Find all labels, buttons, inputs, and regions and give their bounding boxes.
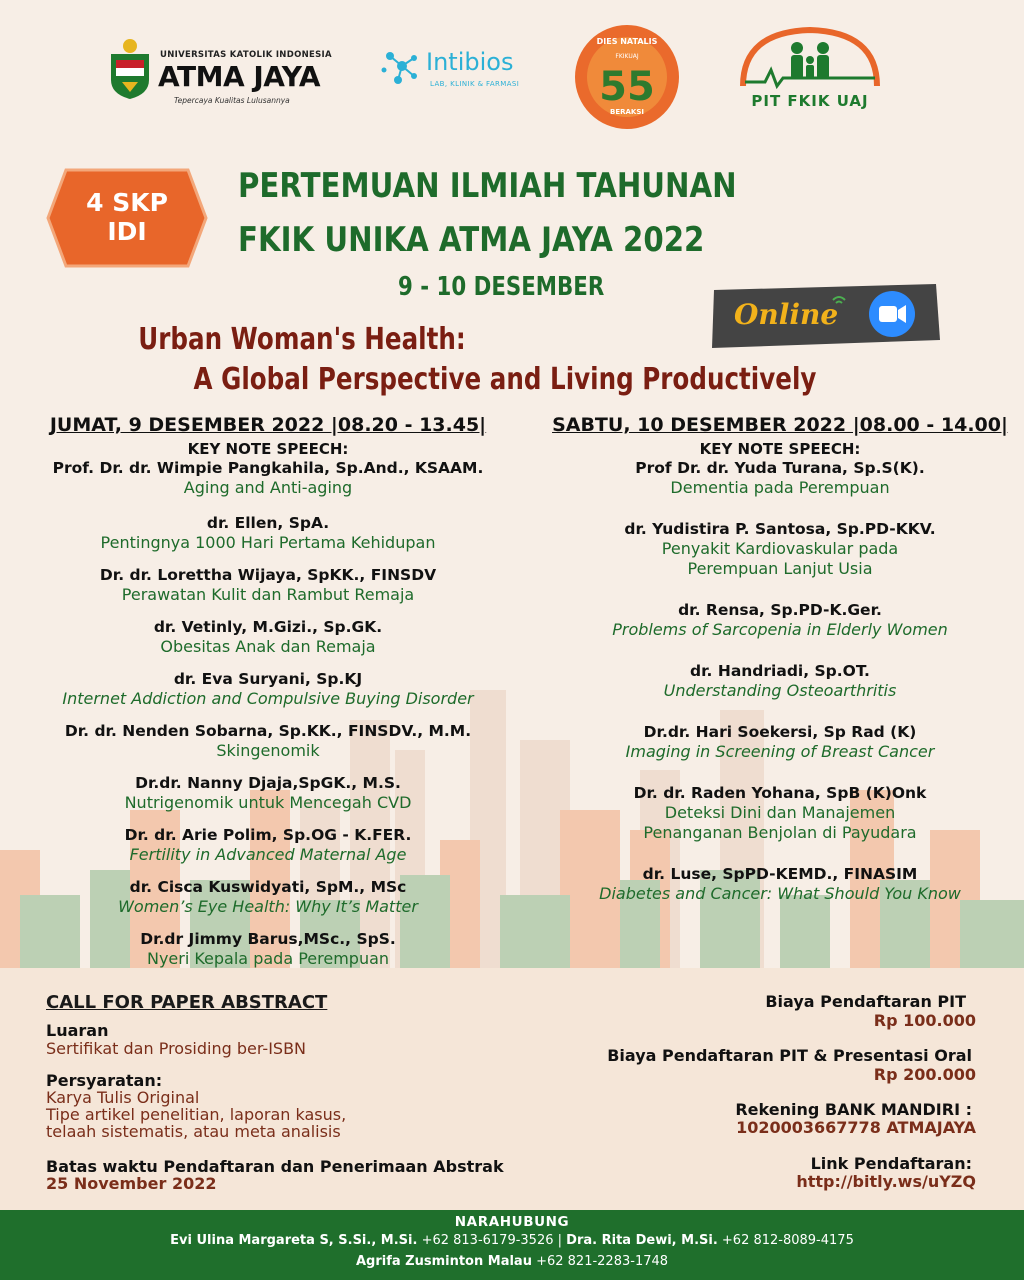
day2-session (526, 723, 1024, 762)
day2-speaker-list (526, 459, 1024, 904)
family-heartbeat-icon (735, 26, 885, 92)
speaker-name: Prof. Dr. dr. Wimpie Pangkahila, Sp.And., KSAAM. (52, 459, 484, 477)
wifi-icon (832, 294, 846, 308)
day1-header: JUMAT, 9 DESEMBER 2022 |08.20 - 13.45| (49, 414, 487, 436)
day2-header: SABTU, 10 DESEMBER 2022 |08.00 - 14.00| (552, 414, 1008, 436)
footer-title: NARAHUBUNG (454, 1214, 570, 1230)
speaker-name: dr. Rensa, Sp.PD-K.Ger. (678, 601, 882, 619)
fee-oral-value: Rp 200.000 (873, 1065, 976, 1084)
bank-label: Rekening BANK MANDIRI : (735, 1100, 972, 1119)
day2-session (526, 520, 1024, 579)
contact-name: Agrifa Zusminton Malau (355, 1254, 532, 1269)
day1-session (30, 670, 506, 709)
skp-line2: IDI (107, 217, 147, 246)
session-topic: Skingenomik (216, 741, 320, 760)
cfp-syarat-label: Persyaratan: (46, 1071, 163, 1090)
atma-jaya-shield-icon (108, 38, 152, 100)
online-label: Online (734, 298, 839, 331)
intibios-wordmark: Intibios (426, 48, 514, 76)
registration-link-label: Link Pendaftaran: (810, 1154, 972, 1173)
registration-link[interactable]: http://bitly.ws/uYZQ (796, 1172, 976, 1191)
session-topic: Obesitas Anak dan Remaja (160, 637, 376, 656)
session-topic: Problems of Sarcopenia in Elderly Women (612, 620, 948, 639)
session-topic: Understanding Osteoarthritis (663, 681, 897, 700)
speaker-name: Dr. dr. Raden Yohana, SpB (K)Onk (633, 784, 927, 802)
day2-session (526, 601, 1024, 640)
speaker-name: dr. Handriadi, Sp.OT. (690, 662, 870, 680)
cfp-luaran-label: Luaran (46, 1021, 109, 1040)
day2-session (526, 662, 1024, 701)
day1-keynote-label: KEY NOTE SPEECH: (187, 440, 349, 458)
zoom-video-icon (868, 290, 916, 338)
cfp-syarat-line: Karya Tulis Original (46, 1088, 200, 1107)
cfp-syarat-line: telaah sistematis, atau meta analisis (46, 1122, 341, 1141)
day1-session (30, 930, 506, 969)
contact-name: Evi Ulina Margareta S, S.Si., M.Si. (170, 1233, 418, 1248)
intibios-logo (380, 44, 530, 94)
day1-session (30, 514, 506, 553)
session-topic: Penanganan Benjolan di Payudara (643, 823, 917, 842)
day1-session (30, 459, 506, 498)
day2-keynote-label: KEY NOTE SPEECH: (699, 440, 861, 458)
intibios-subtitle: LAB, KLINIK & FARMASI (430, 80, 520, 88)
session-topic: Nutrigenomik untuk Mencegah CVD (124, 793, 412, 812)
contact-name: Dra. Rita Dewi, M.Si. (566, 1233, 718, 1248)
theme-line1: Urban Woman's Health: (138, 322, 466, 357)
footer-contacts-line2 (0, 1251, 1024, 1272)
session-topic: Pentingnya 1000 Hari Pertama Kehidupan (100, 533, 436, 552)
fee-pit-value: Rp 100.000 (873, 1011, 976, 1030)
cfp-luaran-value: Sertifikat dan Prosiding ber-ISBN (46, 1039, 307, 1058)
speaker-name: Dr.dr Jimmy Barus,MSc., SpS. (140, 930, 396, 948)
contact-separator: | (557, 1233, 563, 1248)
dies-natalis-emblem-icon (574, 24, 680, 130)
day1-schedule (30, 414, 506, 982)
session-topic: Internet Addiction and Compulsive Buying Disorder (62, 689, 474, 708)
day2-session (526, 459, 1024, 498)
speaker-name: Dr.dr. Nanny Djaja,SpGK., M.S. (135, 774, 401, 792)
dies-arc-text: DIES NATALIS (596, 37, 658, 46)
day1-session (30, 566, 506, 605)
dies-sub-text: FKIKUAJ (615, 53, 639, 60)
session-topic: Perempuan Lanjut Usia (687, 559, 873, 578)
cfp-deadline-value: 25 November 2022 (46, 1174, 217, 1193)
speaker-name: dr. Ellen, SpA. (206, 514, 330, 532)
day2-session (526, 784, 1024, 843)
contact-phone: +62 813-6179-3526 (421, 1233, 554, 1248)
day2-session (526, 865, 1024, 904)
skp-line1: 4 SKP (86, 188, 168, 217)
session-topic: Imaging in Screening of Breast Cancer (625, 742, 935, 761)
day1-session (30, 774, 506, 813)
speaker-name: Prof Dr. dr. Yuda Turana, Sp.S(K). (635, 459, 925, 477)
cfp-title: CALL FOR PAPER ABSTRACT (46, 992, 328, 1013)
atma-jaya-logo (108, 30, 333, 108)
day1-session (30, 722, 506, 761)
molecule-icon (380, 46, 422, 88)
atma-jaya-wordmark: ATMA JAYA (158, 60, 321, 93)
session-topic: Penyakit Kardiovaskular pada (661, 539, 899, 558)
speaker-name: dr. Luse, SpPD-KEMD., FINASIM (642, 865, 918, 883)
contact-phone: +62 812-8089-4175 (721, 1233, 854, 1248)
speaker-name: dr. Cisca Kuswidyati, SpM., MSc (129, 878, 407, 896)
theme-line2: A Global Perspective and Living Productively (193, 362, 817, 397)
speaker-name: Dr.dr. Hari Soekersi, Sp Rad (K) (643, 723, 917, 741)
cfp-syarat-line: Tipe artikel penelitian, laporan kasus, (46, 1105, 347, 1124)
session-topic: Diabetes and Cancer: What Should You Know (599, 884, 961, 903)
session-topic: Deteksi Dini dan Manajemen (664, 803, 896, 822)
dies-bottom-text: BERAKSI (610, 108, 644, 116)
session-topic: Nyeri Kepala pada Perempuan (146, 949, 390, 968)
fee-pit-label: Biaya Pendaftaran PIT (765, 992, 966, 1011)
atma-jaya-tagline: Tepercaya Kualitas Lulusannya (174, 96, 290, 105)
speaker-name: Dr. dr. Lorettha Wijaya, SpKK., FINSDV (99, 566, 437, 584)
event-title-line1: PERTEMUAN ILMIAH TAHUNAN (238, 166, 737, 206)
day1-speaker-list (30, 459, 506, 969)
session-topic: Women’s Eye Health: Why It’s Matter (118, 897, 418, 916)
speaker-name: Dr. dr. Nenden Sobarna, Sp.KK., FINSDV., M.M. (64, 722, 472, 740)
pit-fkik-uaj-logo (735, 26, 885, 116)
speaker-name: Dr. dr. Arie Polim, Sp.OG - K.FER. (124, 826, 412, 844)
online-badge (708, 280, 942, 352)
dies-natalis-logo (574, 24, 680, 130)
contact-footer (0, 1210, 1024, 1280)
cfp-deadline-label: Batas waktu Pendaftaran dan Penerimaan Abstrak (46, 1157, 504, 1176)
contact-phone: +62 821-2283-1748 (536, 1254, 669, 1269)
day1-session (30, 826, 506, 865)
skp-idi-badge (46, 166, 208, 270)
fee-oral-label: Biaya Pendaftaran PIT & Presentasi Oral (607, 1046, 972, 1065)
atma-jaya-university-label: UNIVERSITAS KATOLIK INDONESIA (160, 50, 332, 60)
session-topic: Aging and Anti-aging (183, 478, 353, 497)
bank-account: 1020003667778 ATMAJAYA (736, 1118, 976, 1137)
speaker-name: dr. Yudistira P. Santosa, Sp.PD-KKV. (624, 520, 936, 538)
speaker-name: dr. Eva Suryani, Sp.KJ (173, 670, 363, 688)
day2-schedule (526, 414, 1024, 926)
session-topic: Perawatan Kulit dan Rambut Remaja (121, 585, 415, 604)
event-title-line2: FKIK UNIKA ATMA JAYA 2022 (238, 220, 705, 260)
session-topic: Dementia pada Perempuan (670, 478, 890, 497)
day1-session (30, 878, 506, 917)
pit-label: PIT FKIK UAJ (751, 92, 869, 110)
session-topic: Fertility in Advanced Maternal Age (129, 845, 407, 864)
speaker-name: dr. Vetinly, M.Gizi., Sp.GK. (153, 618, 383, 636)
footer-contacts-line1 (0, 1230, 1024, 1251)
event-dates: 9 - 10 DESEMBER (398, 272, 605, 302)
day1-session (30, 618, 506, 657)
dies-number: 55 (599, 64, 655, 110)
